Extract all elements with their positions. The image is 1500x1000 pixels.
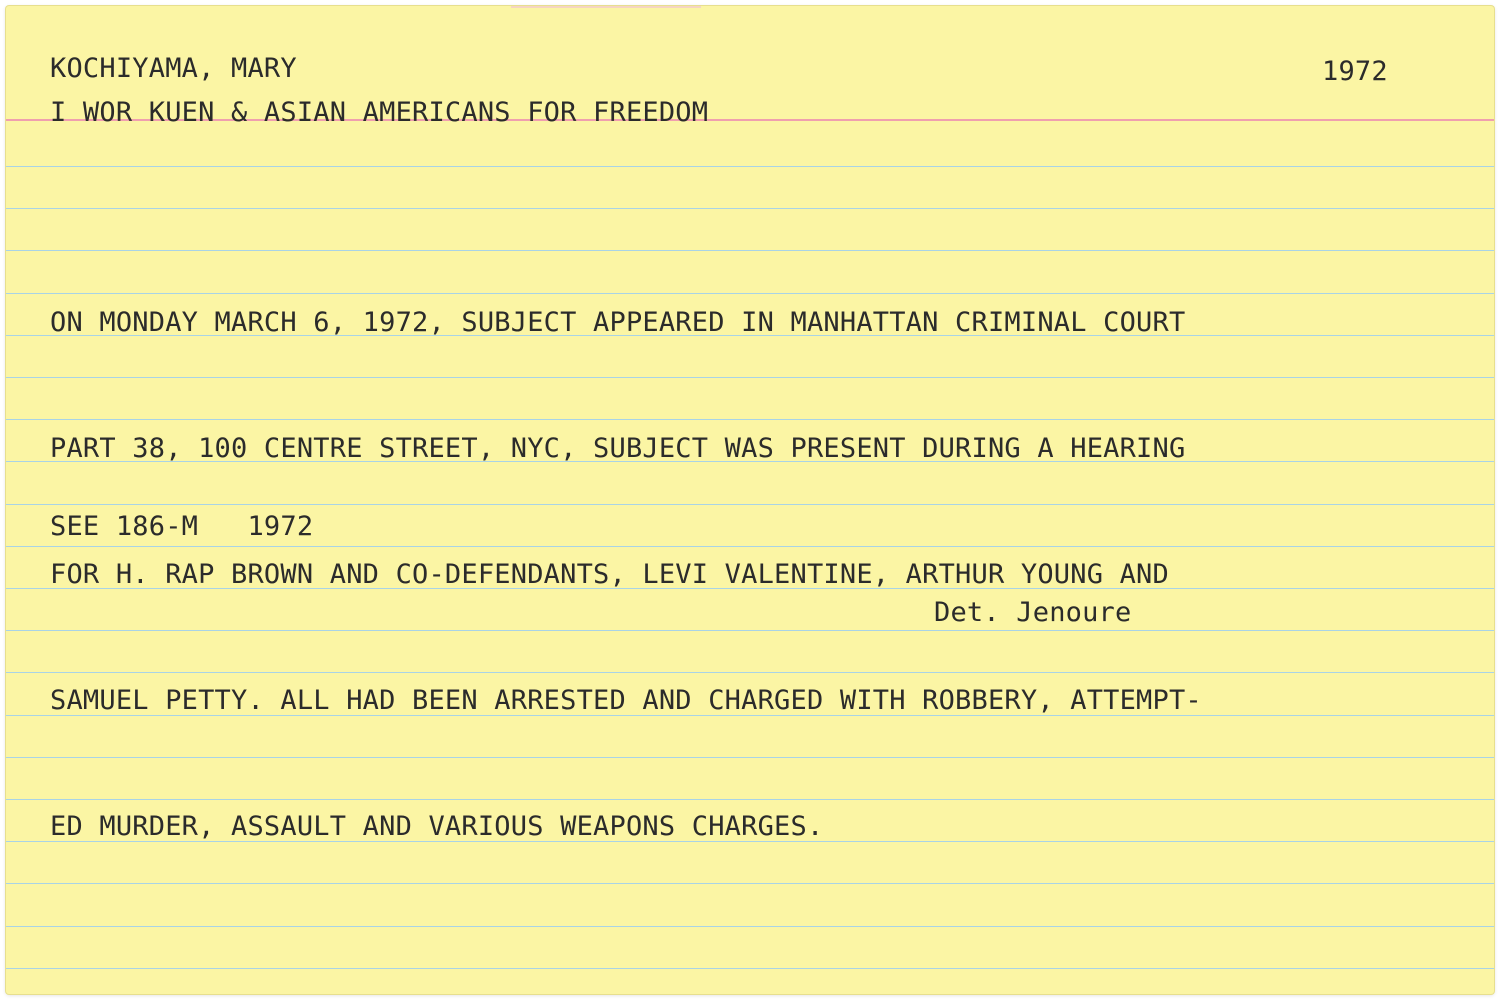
- report-line: ON MONDAY MARCH 6, 1972, SUBJECT APPEARED IN MANHATTAN CRIMINAL COURT: [50, 307, 1186, 338]
- card-year: 1972: [1322, 56, 1388, 87]
- ruled-line: [6, 208, 1494, 209]
- report-body: [50, 218, 1202, 932]
- see-reference: SEE 186-M 1972: [50, 511, 314, 542]
- organization-line: I WOR KUEN & ASIAN AMERICANS FOR FREEDOM: [50, 97, 709, 128]
- report-line: SAMUEL PETTY. ALL HAD BEEN ARRESTED AND CHARGED WITH ROBBERY, ATTEMPT-: [50, 685, 1202, 716]
- ruled-line: [6, 968, 1494, 969]
- index-card: [6, 6, 1494, 994]
- top-edge-mark: [511, 6, 701, 8]
- report-line: PART 38, 100 CENTRE STREET, NYC, SUBJECT WAS PRESENT DURING A HEARING: [50, 433, 1186, 464]
- detective-signature: Det. Jenoure: [934, 597, 1132, 628]
- report-line: FOR H. RAP BROWN AND CO-DEFENDANTS, LEVI VALENTINE, ARTHUR YOUNG AND: [50, 559, 1169, 590]
- ruled-line: [6, 166, 1494, 167]
- subject-name: KOCHIYAMA, MARY: [50, 53, 297, 84]
- report-line: ED MURDER, ASSAULT AND VARIOUS WEAPONS CHARGES.: [50, 811, 824, 842]
